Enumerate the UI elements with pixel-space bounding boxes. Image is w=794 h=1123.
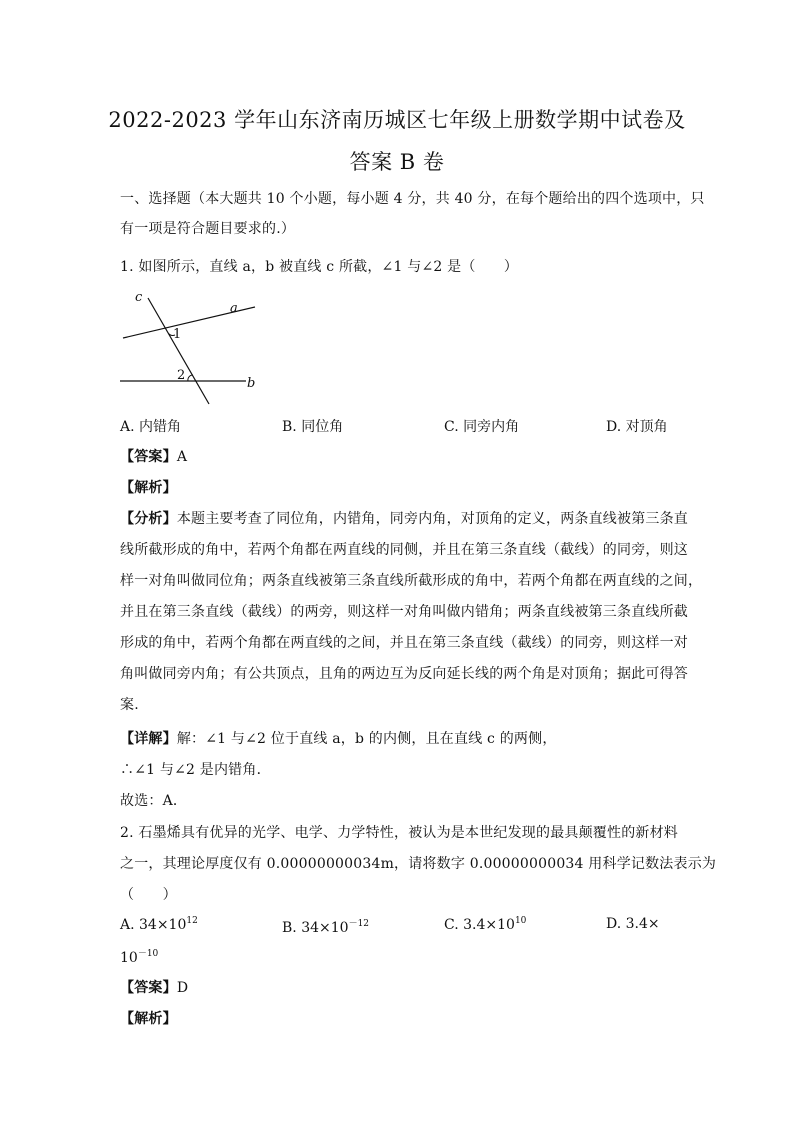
label-c: c — [135, 290, 143, 305]
q2-answer — [120, 977, 680, 997]
q1-fenxi-line-1 — [120, 508, 689, 528]
q2-option-a — [120, 916, 198, 933]
q2-answer-tag: 【答案】 — [120, 980, 177, 996]
q1-option-a: A. 内错角 — [120, 419, 182, 435]
label-b: b — [247, 376, 256, 391]
q2-option-a-exp: 12 — [186, 916, 198, 926]
q1-option-c: C. 同旁内角 — [444, 419, 520, 435]
q2-option-b-base: B. 34×10 — [282, 920, 349, 936]
q2-option-c-base: C. 3.4×10 — [444, 917, 515, 933]
q1-fenxi-line-3: 样一对角叫做同位角；两条直线被第三条直线所截形成的角中，若两个角都在两直线的之间， — [120, 573, 703, 589]
q2-option-c — [444, 916, 526, 933]
label-angle-1: 1 — [173, 327, 182, 342]
q1-analysis-tag: 【解析】 — [120, 480, 177, 496]
q2-answer-value: D — [176, 980, 189, 996]
question-2-line-3: （ ） — [120, 887, 177, 903]
q1-answer — [120, 446, 680, 466]
question-1-stem: 1. 如图所示，直线 a，b 被直线 c 所截，∠1 与∠2 是（ ） — [120, 259, 519, 275]
q1-conclusion: ∴∠1 与∠2 是内错角． — [120, 762, 271, 778]
q1-fenxi-text-1: 本题主要考查了同位角，内错角，同旁内角，对顶角的定义，两条直线被第三条直 — [176, 511, 689, 527]
q2-option-d-continued — [120, 946, 158, 966]
q1-answer-value: A — [176, 449, 188, 465]
q2-option-b — [282, 916, 369, 936]
document-title-line-2: 答案 B 卷 — [349, 150, 445, 174]
q2-option-d-exp: －10 — [137, 949, 159, 959]
question-2-line-1: 2. 石墨烯具有优异的光学、电学、力学特性，被认为是本世纪发现的最具颠覆性的新材料 — [120, 825, 679, 841]
q2-option-b-exp: －12 — [348, 919, 370, 929]
label-a: a — [230, 301, 238, 316]
q1-option-d: D. 对顶角 — [606, 419, 668, 435]
q2-option-d: D. 3.4× — [606, 916, 660, 932]
q1-fenxi-line-4: 并且在第三条直线（截线）的两旁，则这样一对角叫做内错角；两条直线被第三条直线所截 — [120, 604, 688, 620]
q1-fenxi-line-2: 线所截形成的角中，若两个角都在两直线的同侧，并且在第三条直线（截线）的同旁，则这 — [120, 542, 688, 558]
q1-option-b: B. 同位角 — [282, 419, 344, 435]
q1-fenxi-line-7: 案. — [120, 697, 139, 713]
q1-xiangjie-line — [120, 728, 680, 748]
q2-option-c-exp: 10 — [514, 916, 527, 926]
q1-xiangjie-text: 解：∠1 与∠2 位于直线 a，b 的内侧，且在直线 c 的两侧， — [176, 731, 557, 747]
label-angle-2: 2 — [177, 368, 186, 383]
q2-option-d-base: 10 — [120, 950, 138, 966]
q2-option-a-base: A. 34×10 — [120, 917, 187, 933]
q1-xiangjie-tag: 【详解】 — [120, 731, 177, 747]
section-heading-line-1: 一、选择题（本大题共 10 个小题，每小题 4 分，共 40 分，在每个题给出的四个选项中，只 — [120, 191, 705, 207]
parallel-lines-figure — [115, 287, 275, 407]
question-2-line-2: 之一，其理论厚度仅有 0.00000000034m，请将数字 0.00000000034 用科学记数法表示为 — [120, 856, 717, 872]
section-heading-line-2: 有一项是符合题目要求的.） — [120, 221, 296, 237]
q1-fenxi-line-5: 形成的角中，若两个角都在两直线的之间，并且在第三条直线（截线）的同旁，则这样一对 — [120, 635, 688, 651]
q2-analysis-tag: 【解析】 — [120, 1011, 177, 1027]
q1-fenxi-line-6: 角叫做同旁内角；有公共顶点，且角的两边互为反向延长线的两个角是对顶角；据此可得答 — [120, 666, 688, 682]
q1-fenxi-tag: 【分析】 — [120, 511, 177, 527]
line-c — [148, 298, 209, 404]
q1-answer-tag: 【答案】 — [120, 449, 177, 465]
document-title-line-1: 2022-2023 学年山东济南历城区七年级上册数学期中试卷及 — [108, 108, 686, 132]
q1-choose: 故选：A． — [120, 793, 188, 809]
